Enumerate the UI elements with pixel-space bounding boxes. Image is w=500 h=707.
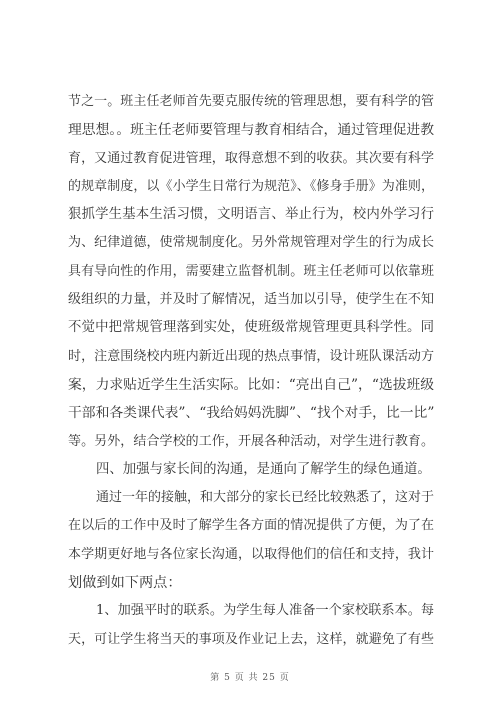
text-line-10: 时，注意围绕校内班内新近出现的热点事情，设计班队课活动方: [68, 348, 434, 364]
text-line-16: 在以后的工作中及时了解学生各方面的情况提供了方便，为了在: [68, 518, 434, 534]
text-line-3: 育，又通过教育促进管理，取得意想不到的收获。其次要有科学: [68, 150, 434, 166]
text-line-7: 具有导向性的作用，需要建立监督机制。班主任老师可以依靠班: [68, 263, 434, 279]
text-line-20: 天，可让学生将当天的事项及作业记上去，这样，就避免了有些: [68, 631, 434, 647]
text-line-11: 案，力求贴近学生生活实际。比如：“亮出自己”，“选拔班级: [68, 376, 435, 393]
text-line-15: 通过一年的接触，和大部分的家长已经比较熟悉了，这对于: [96, 490, 435, 506]
text-line-1: 节之一。班主任老师首先要克服传统的管理思想，要有科学的管: [68, 94, 434, 109]
text-line-6: 为、纪律道德，使常规制度化。另外常规管理对学生的行为成长: [68, 235, 434, 251]
page-number-footer: 第 5 页 共 25 页: [210, 673, 290, 683]
text-line-19: 1、加强平时的联系。为学生每人准备一个家校联系本。每: [96, 603, 435, 619]
text-line-13: 等。另外，结合学校的工作，开展各种活动，对学生进行教育。: [68, 433, 434, 449]
text-line-18: 划做到如下两点：: [68, 575, 182, 592]
text-line-5: 狠抓学生基本生活习惯，文明语言、举止行为，校内外学习行: [68, 207, 434, 223]
text-line-4: 的规章制度，以《小学生日常行为规范》、《修身手册》为准则，: [68, 178, 434, 194]
section-heading-line: 四、加强与家长间的沟通，是通向了解学生的绿色通道。: [96, 461, 431, 477]
body-text: [68, 88, 434, 654]
text-line-8: 级组织的力量，并及时了解情况，适当加以引导，使学生在不知: [68, 292, 434, 308]
text-line-17: 本学期更好地与各位家长沟通，以取得他们的信任和支持，我计: [68, 546, 434, 562]
text-line-12: 干部和各类课代表”、“我给妈妈洗脚”、“找个对手，比一比”: [68, 405, 435, 422]
text-line-9: 不觉中把常规管理落到实处，使班级常规管理更具科学性。同: [68, 320, 434, 336]
text-line-2: 理思想。。班主任老师要管理与教育相结合，通过管理促进教: [68, 122, 434, 139]
